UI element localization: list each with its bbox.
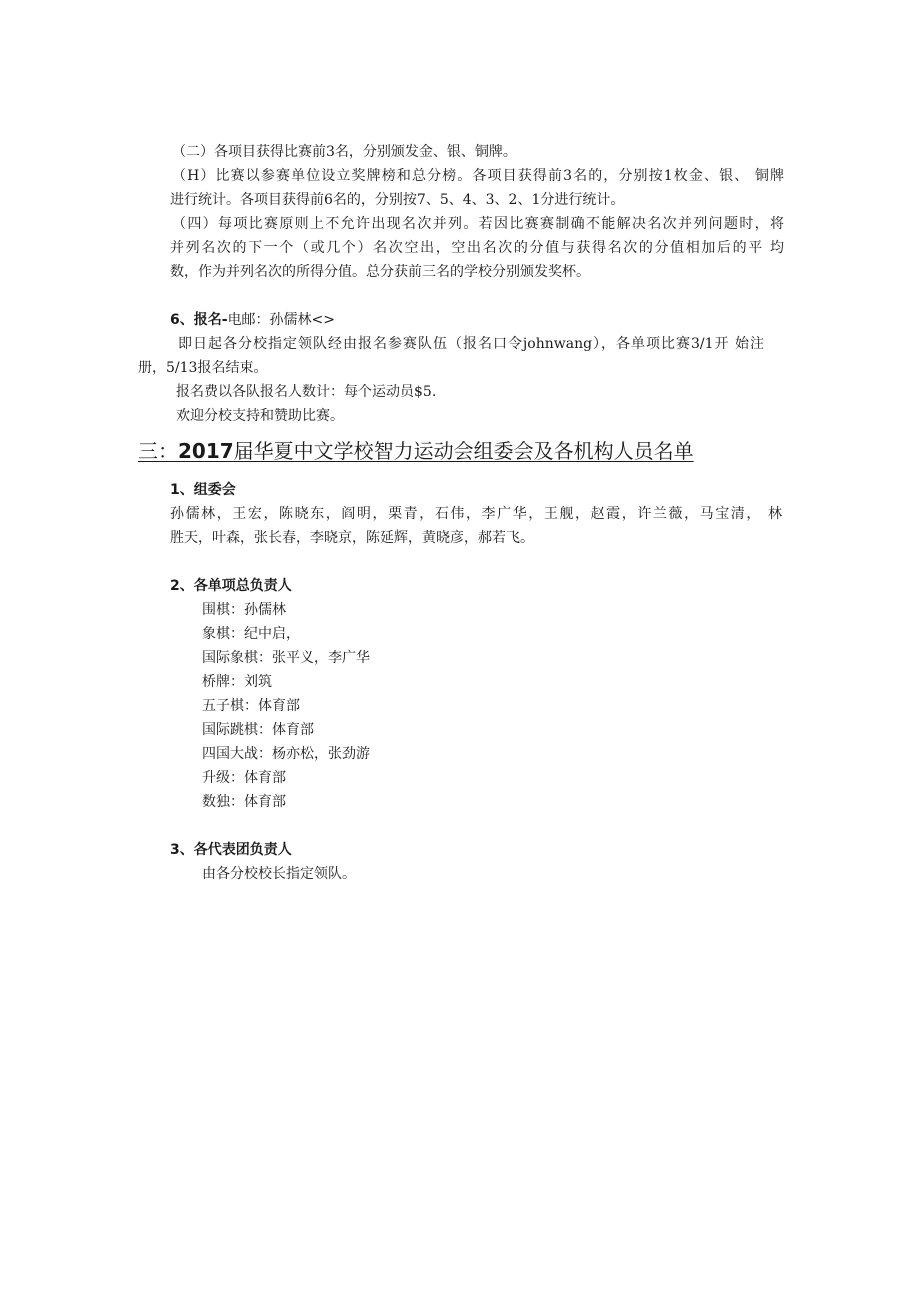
rule-item-3-line-2: 进行统计。各项目获得前6名的，分别按7、5、4、3、2、1分进行统计。	[170, 192, 625, 208]
rule-item-4-line-3: 数，作为并列名次的所得分值。总分获前三名的学校分别颁发奖杯。	[170, 264, 590, 280]
delegation-text: 由各分校校长指定领队。	[202, 866, 356, 882]
section-3-year: 2017	[178, 439, 234, 463]
registration-heading	[170, 310, 335, 330]
registration-heading-contact: 电邮：孙儒林<>	[227, 312, 336, 328]
rule-item-2: （二）各项目获得比赛前3名，分别颁发金、银、铜牌。	[172, 144, 517, 160]
committee-members-line-2: 胜天，叶森，张长春，李晓京，陈延辉，黄晓彦，郝若飞。	[170, 530, 534, 546]
rule-item-4-line-1: （四）每项比赛原则上不允许出现名次并列。若因比赛赛制确不能解决名次并列问题时，将	[172, 216, 784, 232]
registration-welcome: 欢迎分校支持和赞助比赛。	[176, 408, 344, 424]
event-head-item: 国际跳棋：体育部	[202, 722, 314, 738]
event-head-item: 四国大战：杨亦松，张劲游	[202, 746, 370, 762]
rule-item-3-line-1: （H）比赛以参赛单位设立奖牌榜和总分榜。各项目获得前3名的，分别按1枚金、银、 铜牌	[172, 168, 784, 184]
registration-heading-number: 6、报名-	[170, 312, 228, 328]
event-head-item: 五子棋：体育部	[202, 698, 300, 714]
event-heads-heading: 2、各单项总负责人	[170, 578, 292, 594]
section-3-title-text: 届华夏中文学校智力运动会组委会及各机构人员名单	[233, 439, 694, 463]
registration-fee: 报名费以各队报名人数计：每个运动员$5.	[176, 384, 437, 400]
rule-item-4-line-2: 并列名次的下一个（或几个）名次空出，空出名次的分值与获得名次的分值相加后的平 均	[170, 240, 784, 256]
event-head-item: 桥牌：刘筑	[202, 674, 272, 690]
registration-line-1: 即日起各分校指定领队经由报名参赛队伍（报名口令johnwang），各单项比赛3/1开 始注	[178, 336, 764, 352]
event-head-item: 升级：体育部	[202, 770, 286, 786]
committee-members-line-1: 孙儒林，王宏，陈晓东，阎明，栗青，石伟，李广华，王舰，赵霞，许兰薇，马宝清， 林	[170, 506, 782, 522]
section-3-prefix: 三：	[138, 439, 178, 463]
event-head-item: 国际象棋：张平义，李广华	[202, 650, 370, 666]
section-3-title	[138, 437, 694, 465]
event-head-item: 象棋：纪中启，	[202, 626, 300, 642]
registration-line-2: 册，5/13报名结束。	[138, 360, 268, 376]
committee-heading: 1、组委会	[170, 482, 236, 498]
event-head-item: 围棋：孙儒林	[202, 602, 286, 618]
event-head-item: 数独：体育部	[202, 794, 286, 810]
delegation-heading: 3、各代表团负责人	[170, 842, 292, 858]
